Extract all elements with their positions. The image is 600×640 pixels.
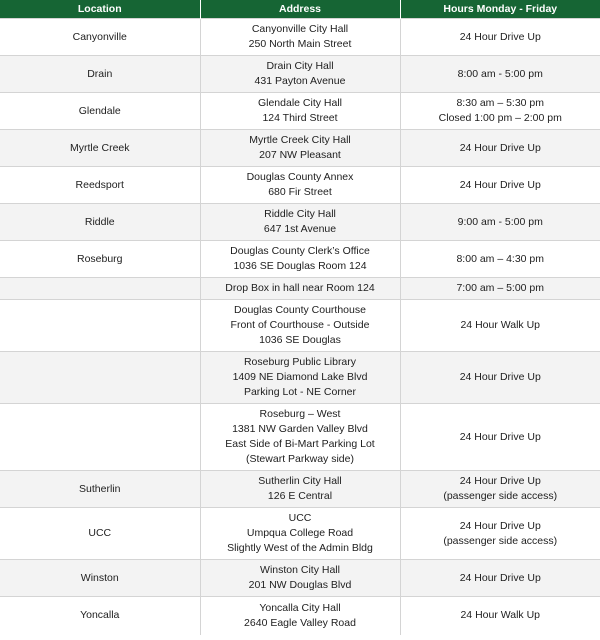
hours-line: Closed 1:00 pm – 2:00 pm	[438, 112, 562, 124]
address-line: Riddle City Hall	[264, 208, 336, 220]
address-line: 1036 SE Douglas Room 124	[233, 260, 367, 272]
hours-line: (passenger side access)	[443, 490, 558, 502]
table-row	[0, 130, 600, 167]
hours-cell	[400, 19, 600, 56]
location-cell	[0, 300, 200, 352]
table-header	[0, 0, 600, 19]
hours-cell	[400, 56, 600, 93]
address-line: 1381 NW Garden Valley Blvd	[232, 423, 368, 435]
location-cell: Myrtle Creek	[0, 130, 200, 167]
hours-line: 8:30 am – 5:30 pm	[456, 97, 545, 109]
location-cell: Winston	[0, 560, 200, 597]
table-row	[0, 300, 600, 352]
address-cell	[200, 352, 400, 404]
address-line: Douglas County Annex	[246, 171, 354, 183]
hours-line: 24 Hour Walk Up	[460, 319, 541, 331]
hours-cell	[400, 508, 600, 560]
address-cell	[200, 300, 400, 352]
location-cell: UCC	[0, 508, 200, 560]
table-row	[0, 19, 600, 56]
hours-cell	[400, 300, 600, 352]
hours-cell	[400, 352, 600, 404]
hours-line: 24 Hour Drive Up	[459, 30, 541, 43]
address-line: Drop Box in hall near Room 124	[225, 282, 375, 294]
hours-cell	[400, 204, 600, 241]
location-cell: Sutherlin	[0, 471, 200, 508]
address-cell	[200, 241, 400, 278]
address-line: 1409 NE Diamond Lake Blvd	[232, 371, 368, 383]
address-line: Parking Lot - NE Corner	[243, 386, 357, 398]
hours-line: 24 Hour Drive Up	[459, 141, 541, 154]
table-row	[0, 471, 600, 508]
hours-line: 24 Hour Drive Up	[459, 571, 541, 584]
hours-cell	[400, 93, 600, 130]
header-row	[0, 0, 600, 19]
hours-cell	[400, 130, 600, 167]
address-cell	[200, 597, 400, 635]
address-line: 207 NW Pleasant	[259, 149, 341, 161]
address-cell	[200, 404, 400, 471]
address-cell	[200, 93, 400, 130]
hours-line: 9:00 am - 5:00 pm	[457, 215, 543, 228]
address-line: Canyonville City Hall	[251, 23, 349, 35]
table-row	[0, 404, 600, 471]
address-line: Sutherlin City Hall	[258, 475, 342, 487]
address-line: (Stewart Parkway side)	[246, 453, 354, 465]
address-cell	[200, 167, 400, 204]
location-cell	[0, 404, 200, 471]
location-cell: Riddle	[0, 204, 200, 241]
hours-line: 24 Hour Walk Up	[460, 609, 541, 622]
location-cell	[0, 352, 200, 404]
address-line: 1036 SE Douglas	[259, 334, 341, 346]
hours-line: 8:00 am – 4:30 pm	[456, 252, 545, 265]
hours-line: 24 Hour Drive Up	[459, 519, 541, 532]
table-row	[0, 167, 600, 204]
address-line: Winston City Hall	[260, 564, 340, 576]
address-cell	[200, 471, 400, 508]
address-line: Yoncalla City Hall	[259, 601, 341, 614]
table-row	[0, 560, 600, 597]
table-row	[0, 352, 600, 404]
hours-cell	[400, 404, 600, 471]
address-line: 201 NW Douglas Blvd	[248, 579, 352, 591]
hours-line: 7:00 am – 5:00 pm	[456, 282, 545, 294]
address-line: 124 Third Street	[262, 112, 338, 124]
location-cell	[0, 278, 200, 300]
table-row	[0, 204, 600, 241]
table-row	[0, 241, 600, 278]
hours-cell	[400, 597, 600, 635]
location-cell: Yoncalla	[0, 597, 200, 635]
address-line: Roseburg Public Library	[243, 356, 357, 368]
header-hours: Hours Monday - Friday	[400, 0, 600, 19]
address-line: 250 North Main Street	[248, 38, 352, 50]
address-cell	[200, 508, 400, 560]
hours-cell	[400, 471, 600, 508]
address-line: 2640 Eagle Valley Road	[244, 616, 356, 629]
address-cell	[200, 560, 400, 597]
hours-line: 24 Hour Drive Up	[459, 178, 541, 191]
address-line: Douglas County Clerk’s Office	[230, 245, 370, 257]
address-line: Drain City Hall	[266, 60, 334, 72]
address-line: Umpqua College Road	[246, 527, 354, 539]
address-line: 431 Payton Avenue	[254, 75, 346, 87]
table-row	[0, 508, 600, 560]
hours-cell	[400, 278, 600, 300]
address-cell	[200, 204, 400, 241]
hours-cell	[400, 560, 600, 597]
location-cell: Reedsport	[0, 167, 200, 204]
address-line: 126 E Central	[267, 490, 333, 502]
table-body	[0, 19, 600, 635]
location-cell: Roseburg	[0, 241, 200, 278]
hours-line: 24 Hour Drive Up	[459, 475, 541, 487]
hours-line: 8:00 am - 5:00 pm	[457, 67, 543, 80]
address-line: Front of Courthouse - Outside	[230, 319, 370, 331]
address-cell	[200, 130, 400, 167]
table-row	[0, 278, 600, 300]
address-line: UCC	[288, 512, 312, 524]
table-row	[0, 93, 600, 130]
location-cell: Canyonville	[0, 19, 200, 56]
hours-line: 24 Hour Drive Up	[459, 430, 541, 443]
header-address: Address	[200, 0, 400, 19]
table-row	[0, 56, 600, 93]
hours-cell	[400, 241, 600, 278]
address-line: Myrtle Creek City Hall	[249, 134, 351, 146]
location-cell: Drain	[0, 56, 200, 93]
address-line: 680 Fir Street	[268, 186, 332, 198]
address-line: East Side of Bi-Mart Parking Lot	[225, 438, 375, 450]
address-line: Douglas County Courthouse	[234, 304, 366, 316]
table-row	[0, 597, 600, 635]
hours-line: 24 Hour Drive Up	[459, 371, 541, 383]
hours-line: (passenger side access)	[443, 534, 558, 547]
address-line: Roseburg – West	[259, 408, 341, 420]
header-location: Location	[0, 0, 200, 19]
hours-cell	[400, 167, 600, 204]
address-cell	[200, 19, 400, 56]
address-cell	[200, 56, 400, 93]
address-cell	[200, 278, 400, 300]
address-line: Slightly West of the Admin Bldg	[227, 542, 373, 554]
location-cell: Glendale	[0, 93, 200, 130]
address-line: Glendale City Hall	[257, 97, 343, 109]
address-line: 647 1st Avenue	[263, 223, 337, 235]
